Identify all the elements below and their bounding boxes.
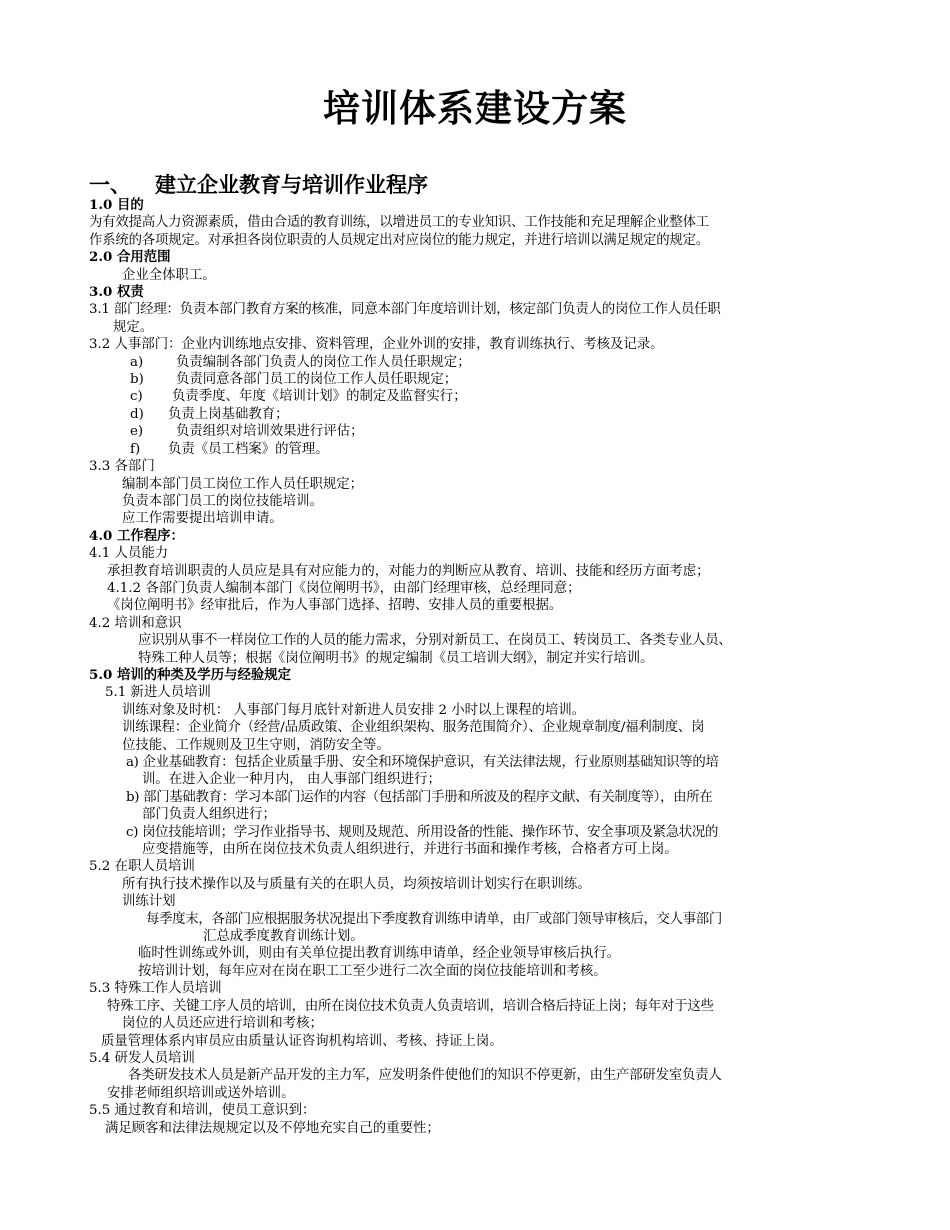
paragraph-line: 应变措施等，由所在岗位技术负责人组织进行，并进行书面和操作考核，合格者方可上岗。 <box>142 842 678 858</box>
list-marker: d) <box>130 406 144 422</box>
paragraph-line: 编制本部门员工岗位工作人员任职规定； <box>122 476 364 492</box>
paragraph-line: 为有效提高人力资源素质，借由合适的教育训练，以增进员工的专业知识、工作技能和充足理解企业整体工 <box>89 215 709 231</box>
heading-scope: 2.0 合用范围 <box>89 249 171 266</box>
list-item-text: 负责《员工档案》的管理。 <box>168 441 329 457</box>
paragraph-line: 承担教育培训职责的人员应是具有对应能力的，对能力的判断应从教育、培训、技能和经历方面考虑； <box>107 563 710 579</box>
list-marker: f) <box>130 441 141 457</box>
document-title: 培训体系建设方案 <box>323 87 627 130</box>
paragraph-line: 5.2 在职人员培训 <box>89 859 195 875</box>
paragraph-line: 训练课程：企业简介（经营/品质政策、企业组织架构、服务范围简介）、企业规章制度/福利制度、岗 <box>122 720 705 736</box>
list-item <box>89 354 864 371</box>
list-item-text: 负责上岗基础教育； <box>168 406 289 422</box>
list-item <box>89 423 864 440</box>
list-marker: b) <box>130 372 144 388</box>
document-body <box>89 197 864 1137</box>
paragraph-line: 位技能、工作规则及卫生守则，消防安全等。 <box>122 737 390 753</box>
paragraph-line: 5.5 通过教育和培训，使员工意识到： <box>89 1103 316 1119</box>
list-item-text: 负责编制各部门负责人的岗位工作人员任职规定； <box>176 354 471 370</box>
heading-responsibility: 3.0 权责 <box>89 284 144 301</box>
paragraph-line: 训练对象及时机： 人事部门每月底针对新进人员安排 2 小时以上课程的培训。 <box>122 702 586 718</box>
paragraph-line: 部门负责人组织进行； <box>142 807 276 823</box>
paragraph-line: 特殊工序、关键工序人员的培训，由所在岗位技术负责人负责培训，培训合格后持证上岗；每年对于这些 <box>107 998 714 1014</box>
paragraph-line: 负责本部门员工的岗位技能培训。 <box>122 493 323 509</box>
section-number: 一、 <box>89 173 131 197</box>
paragraph-line: 岗位的人员还应进行培训和考核； <box>122 1016 323 1032</box>
paragraph-line: 训练计划 <box>122 894 176 910</box>
paragraph-line: 训。在进入企业一种月内， 由人事部门组织进行； <box>142 772 441 788</box>
paragraph-line: 质量管理体系内审员应由质量认证咨询机构培训、考核、持证上岗。 <box>101 1033 503 1049</box>
section-heading <box>89 170 428 200</box>
list-item-text: 负责组织对培训效果进行评估； <box>176 424 364 440</box>
paragraph-line: 3.2 人事部门：企业内训练地点安排、资料管理，企业外训的安排，教育训练执行、考核及记录。 <box>89 337 664 353</box>
paragraph-line: 3.1 部门经理：负责本部门教育方案的核准，同意本部门年度培训计划，核定部门负责人的岗位工作人员任职 <box>89 302 721 318</box>
section-title: 建立企业教育与培训作业程序 <box>155 173 428 197</box>
paragraph-line: c) 岗位技能培训；学习作业指导书、规则及规范、所用设备的性能、操作环节、安全事项及紧急状况的 <box>126 824 719 840</box>
paragraph-line: 特殊工种人员等；根据《岗位阐明书》的规定编制《员工培训大纲》，制定并实行培训。 <box>138 650 654 666</box>
paragraph-line: 4.1 人员能力 <box>89 546 169 562</box>
list-marker: a) <box>130 354 144 370</box>
paragraph-line: a) 企业基础教育：包括企业质量手册、安全和环境保护意识，有关法律法规，行业原则基础知识等的培 <box>126 755 719 770</box>
paragraph-line: 作系统的各项规定。对承担各岗位职责的人员规定出对应岗位的能力规定，并进行培训以满足规定的规定。 <box>89 232 709 248</box>
paragraph-line: 4.1.2 各部门负责人编制本部门《岗位阐明书》，由部门经理审核，总经理同意； <box>107 580 581 596</box>
paragraph-line: 规定。 <box>113 319 154 335</box>
list-item <box>89 388 864 405</box>
paragraph-line: 3.3 各部门 <box>89 459 155 475</box>
list-marker: e) <box>130 424 144 440</box>
paragraph-line: 4.2 培训和意识 <box>89 615 182 631</box>
paragraph-line: 汇总成季度教育训练计划。 <box>203 929 364 945</box>
paragraph-line: 所有执行技术操作以及与质量有关的在职人员，均须按培训计划实行在职训练。 <box>122 876 591 892</box>
list-item-text: 负责同意各部门员工的岗位工作人员任职规定； <box>176 372 458 388</box>
list-item <box>89 371 864 388</box>
paragraph-line: 《岗位阐明书》经审批后，作为人事部门选择、招聘、安排人员的重要根据。 <box>107 598 563 614</box>
paragraph-line: 5.3 特殊工作人员培训 <box>89 981 222 997</box>
paragraph-line: 应工作需要提出培训申请。 <box>122 511 283 527</box>
heading-procedure: 4.0 工作程序： <box>89 527 184 544</box>
list-item-text: 负责季度、年度《培训计划》的制定及监督实行； <box>172 389 467 405</box>
paragraph-line: 按培训计划，每年应对在岗在职工工至少进行二次全面的岗位技能培训和考核。 <box>138 963 607 979</box>
paragraph-line: 5.1 新进人员培训 <box>105 685 211 701</box>
paragraph-line: 安排老师组织培训或送外培训。 <box>107 1085 295 1101</box>
heading-purpose: 1.0 目的 <box>89 197 144 213</box>
list-marker: c) <box>130 389 143 405</box>
paragraph-line: 满足顾客和法律法规规定以及不停地充实自己的重要性； <box>105 1120 440 1136</box>
paragraph-line: 5.4 研发人员培训 <box>89 1050 195 1066</box>
paragraph-line: 企业全体职工。 <box>122 267 216 283</box>
heading-training-types: 5.0 培训的种类及学历与经验规定 <box>89 666 292 683</box>
paragraph-line: 应识别从事不一样岗位工作的人员的能力需求，分别对新员工、在岗员工、转岗员工、各类专业人员、 <box>138 633 732 649</box>
list-item <box>89 406 864 423</box>
paragraph-line: 每季度末，各部门应根据服务状况提出下季度教育训练申请单，由厂或部门领导审核后，交人事部门 <box>146 911 722 927</box>
list-item <box>89 441 864 458</box>
paragraph-line: 各类研发技术人员是新产品开发的主力军，应发明条件使他们的知识不停更新，由生产部研发室负责人 <box>128 1068 722 1084</box>
paragraph-line: 临时性训练或外训，则由有关单位提出教育训练申请单，经企业领导审核后执行。 <box>138 946 621 962</box>
paragraph-line: b) 部门基础教育：学习本部门运作的内容（包括部门手册和所波及的程序文献、有关制度等），由所在 <box>126 789 713 805</box>
